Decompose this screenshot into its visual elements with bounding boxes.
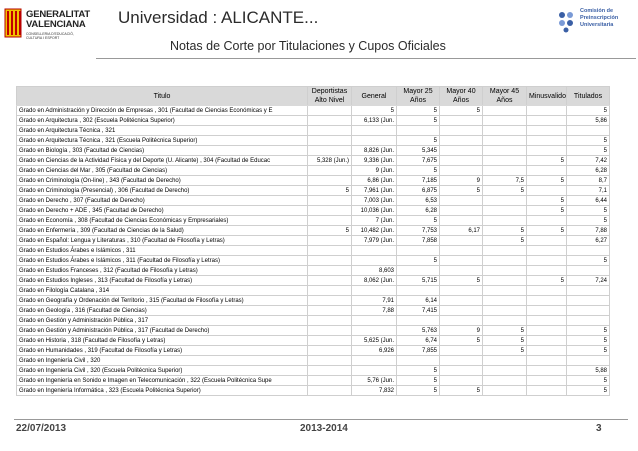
cell-mayor40 [440, 266, 483, 276]
cell-titulados [567, 126, 610, 136]
page-title: Universidad : ALICANTE... [118, 8, 319, 27]
cell-mayor25: 5 [397, 376, 440, 386]
cell-titulados: 5 [567, 336, 610, 346]
cell-mayor25: 5 [397, 166, 440, 176]
cell-titulados: 5 [567, 206, 610, 216]
cell-titulo: Grado en Derecho + ADE , 345 (Facultad de Derecho) [17, 206, 308, 216]
cell-general: 8,062 (Jun. [352, 276, 397, 286]
col-header-general: General [352, 87, 397, 106]
page-subtitle: Notas de Corte por Titulaciones y Cupos Oficiales [170, 39, 446, 53]
cell-deportistas [308, 356, 352, 366]
table-row [17, 286, 610, 296]
cell-mayor45: 5 [483, 336, 527, 346]
cell-minusvalido [527, 346, 567, 356]
cell-deportistas [308, 256, 352, 266]
cell-deportistas [308, 116, 352, 126]
cell-deportistas [308, 206, 352, 216]
cell-minusvalido [527, 286, 567, 296]
cell-general [352, 316, 397, 326]
cell-mayor25: 7,185 [397, 176, 440, 186]
cell-minusvalido [527, 336, 567, 346]
cell-titulados: 5 [567, 346, 610, 356]
cell-titulados: 5,86 [567, 116, 610, 126]
cell-general: 8,826 (Jun. [352, 146, 397, 156]
table-row [17, 156, 610, 166]
cell-mayor45 [483, 166, 527, 176]
cell-titulados: 5 [567, 256, 610, 266]
table-row [17, 246, 610, 256]
cell-deportistas [308, 386, 352, 396]
cell-mayor40 [440, 306, 483, 316]
cell-deportistas: 5,328 (Jun.) [308, 156, 352, 166]
table-row [17, 166, 610, 176]
cell-titulados: 5 [567, 216, 610, 226]
cell-mayor25: 5 [397, 136, 440, 146]
cell-mayor45 [483, 146, 527, 156]
table-row [17, 326, 610, 336]
cell-deportistas [308, 276, 352, 286]
cell-general: 6,133 (Jun. [352, 116, 397, 126]
table-row [17, 206, 610, 216]
cell-mayor40: 5 [440, 186, 483, 196]
cell-mayor40 [440, 246, 483, 256]
footer-date: 22/07/2013 [16, 423, 67, 434]
cell-general: 10,482 (Jun. [352, 226, 397, 236]
cell-deportistas [308, 176, 352, 186]
footer-page-number: 3 [596, 423, 602, 434]
cell-mayor45 [483, 246, 527, 256]
cell-mayor25: 5,345 [397, 146, 440, 156]
cell-minusvalido [527, 186, 567, 196]
cell-titulados: 6,44 [567, 196, 610, 206]
cell-general: 7,832 [352, 386, 397, 396]
cell-mayor45 [483, 376, 527, 386]
cell-titulo: Grado en Enfermería , 309 (Facultad de Ciencias de la Salud) [17, 226, 308, 236]
cell-deportistas [308, 246, 352, 256]
cell-mayor45 [483, 296, 527, 306]
table-body [17, 106, 610, 396]
cell-minusvalido [527, 296, 567, 306]
cell-mayor40 [440, 196, 483, 206]
cell-mayor40: 9 [440, 326, 483, 336]
cell-titulo: Grado en Estudios Árabes e Islámicos , 311 (Facultad de Filosofía y Letras) [17, 256, 308, 266]
cell-mayor40: 9 [440, 176, 483, 186]
cell-mayor45: 5 [483, 186, 527, 196]
footer-divider [14, 419, 628, 420]
cell-mayor40 [440, 156, 483, 166]
cell-minusvalido: 5 [527, 226, 567, 236]
cell-titulo: Grado en Administración y Dirección de Empresas , 301 (Facultad de Ciencias Económicas y E [17, 106, 308, 116]
table-row [17, 236, 610, 246]
cell-minusvalido [527, 136, 567, 146]
col-header-deportistas: Deportistas Alto Nivel [308, 87, 352, 106]
generalitat-name: GENERALITAT VALENCIANA [26, 9, 90, 30]
table-row [17, 336, 610, 346]
cell-titulados [567, 246, 610, 256]
cell-mayor25: 6,28 [397, 206, 440, 216]
cell-general: 6,926 [352, 346, 397, 356]
col-header-mayor45: Mayor 45 Años [483, 87, 527, 106]
table-row [17, 176, 610, 186]
table-row [17, 346, 610, 356]
cell-general: 5 [352, 106, 397, 116]
cell-mayor40 [440, 166, 483, 176]
cell-mayor25: 5 [397, 386, 440, 396]
cell-deportistas [308, 296, 352, 306]
cell-titulo: Grado en Ingeniería Informática , 323 (Escuela Politécnica Superior) [17, 386, 308, 396]
cell-minusvalido: 5 [527, 156, 567, 166]
cell-minusvalido [527, 246, 567, 256]
cell-titulados: 7,24 [567, 276, 610, 286]
cell-titulo: Grado en Historia , 318 (Facultad de Filosofía y Letras) [17, 336, 308, 346]
cell-mayor40: 5 [440, 276, 483, 286]
col-header-mayor25: Mayor 25 Años [397, 87, 440, 106]
cell-titulo: Grado en Humanidades , 319 (Facultad de Filosofía y Letras) [17, 346, 308, 356]
cell-mayor40 [440, 316, 483, 326]
cell-deportistas [308, 286, 352, 296]
cell-titulados [567, 356, 610, 366]
cell-mayor45: 5 [483, 326, 527, 336]
cell-mayor40 [440, 366, 483, 376]
cell-titulados [567, 296, 610, 306]
cell-deportistas [308, 136, 352, 146]
cell-titulo: Grado en Filología Catalana , 314 [17, 286, 308, 296]
cell-general [352, 126, 397, 136]
cell-mayor45 [483, 356, 527, 366]
cell-general: 10,036 (Jun. [352, 206, 397, 216]
cell-titulo: Grado en Geografía y Ordenación del Territorio , 315 (Facultad de Filosofía y Letras) [17, 296, 308, 306]
cell-general: 7,979 (Jun. [352, 236, 397, 246]
cell-mayor40 [440, 286, 483, 296]
cell-minusvalido [527, 316, 567, 326]
cell-minusvalido: 5 [527, 176, 567, 186]
cell-mayor25: 6,53 [397, 196, 440, 206]
cell-titulados: 5 [567, 136, 610, 146]
table-row [17, 126, 610, 136]
cell-minusvalido [527, 376, 567, 386]
cell-minusvalido [527, 236, 567, 246]
cell-mayor25 [397, 246, 440, 256]
cell-titulo: Grado en Arquitectura Técnica , 321 [17, 126, 308, 136]
cell-mayor45: 5 [483, 346, 527, 356]
cell-general [352, 256, 397, 266]
cell-titulados [567, 286, 610, 296]
cell-deportistas [308, 306, 352, 316]
cell-deportistas [308, 106, 352, 116]
cutoff-table [16, 86, 610, 396]
cell-titulo: Grado en Gestión y Administración Pública , 317 (Facultad de Derecho) [17, 326, 308, 336]
cell-titulo: Grado en Geología , 316 (Facultad de Ciencias) [17, 306, 308, 316]
cell-titulo: Grado en Arquitectura Técnica , 321 (Escuela Politécnica Superior) [17, 136, 308, 146]
cell-mayor25: 7,855 [397, 346, 440, 356]
cell-deportistas [308, 266, 352, 276]
cell-titulados: 7,88 [567, 226, 610, 236]
cell-mayor45: 5 [483, 226, 527, 236]
table-row [17, 376, 610, 386]
cell-mayor25: 5 [397, 256, 440, 266]
cell-mayor25 [397, 126, 440, 136]
cell-mayor45 [483, 306, 527, 316]
cell-mayor40 [440, 126, 483, 136]
table-row [17, 216, 610, 226]
cell-mayor45 [483, 206, 527, 216]
cell-minusvalido [527, 266, 567, 276]
cell-general: 9 (Jun. [352, 166, 397, 176]
table-row [17, 266, 610, 276]
cell-minusvalido [527, 166, 567, 176]
cell-deportistas [308, 376, 352, 386]
cell-deportistas [308, 326, 352, 336]
cell-mayor45: 5 [483, 236, 527, 246]
cell-mayor40 [440, 236, 483, 246]
cell-minusvalido [527, 306, 567, 316]
cell-titulados [567, 266, 610, 276]
cell-mayor40: 6,17 [440, 226, 483, 236]
comision-logo: Comisión de Preinscripción Universitaria [556, 5, 636, 45]
cell-mayor25: 5 [397, 106, 440, 116]
cell-titulados: 5,88 [567, 366, 610, 376]
col-header-titulo: Titulo [17, 87, 308, 106]
cell-titulados: 8,7 [567, 176, 610, 186]
cell-titulo: Grado en Ingeniería Civil , 320 (Escuela Politécnica Superior) [17, 366, 308, 376]
cell-general [352, 286, 397, 296]
cell-mayor25 [397, 286, 440, 296]
conselleria-name: CONSELLERIA D'EDUCACIÓ, CULTURA I ESPORT [26, 32, 74, 40]
cell-deportistas: 5 [308, 226, 352, 236]
table-row [17, 196, 610, 206]
cell-general [352, 326, 397, 336]
cell-general: 5,76 (Jun. [352, 376, 397, 386]
cell-general: 8,603 [352, 266, 397, 276]
cell-general [352, 366, 397, 376]
cell-mayor25: 6,875 [397, 186, 440, 196]
cell-minusvalido [527, 216, 567, 226]
cell-mayor40 [440, 376, 483, 386]
cell-deportistas [308, 196, 352, 206]
cell-titulo: Grado en Ciencias del Mar , 305 (Facultad de Ciencias) [17, 166, 308, 176]
col-header-titulados: Titulados [567, 87, 610, 106]
cell-deportistas [308, 336, 352, 346]
cell-titulados: 5 [567, 386, 610, 396]
cell-titulo: Grado en Estudios Ingleses , 313 (Facultad de Filosofía y Letras) [17, 276, 308, 286]
cell-general: 9,336 (Jun. [352, 156, 397, 166]
cell-titulo: Grado en Ingeniería en Sonido e Imagen en Telecomunicación , 322 (Escuela Politécnica Supe [17, 376, 308, 386]
footer-academic-year: 2013-2014 [300, 423, 348, 434]
cell-minusvalido: 5 [527, 206, 567, 216]
cell-titulo: Grado en Estudios Árabes e Islámicos , 311 [17, 246, 308, 256]
cell-mayor40 [440, 356, 483, 366]
cell-minusvalido [527, 366, 567, 376]
cell-mayor45 [483, 286, 527, 296]
col-header-minusvalido: Minusvalido [527, 87, 567, 106]
cell-general [352, 136, 397, 146]
table-header-row [17, 87, 610, 106]
cell-mayor25: 7,753 [397, 226, 440, 236]
cell-mayor45 [483, 266, 527, 276]
cell-general: 5,625 (Jun. [352, 336, 397, 346]
table-row [17, 276, 610, 286]
cell-minusvalido [527, 356, 567, 366]
cell-minusvalido [527, 146, 567, 156]
cell-mayor45 [483, 126, 527, 136]
cell-titulados: 5 [567, 376, 610, 386]
cell-minusvalido [527, 386, 567, 396]
header-divider [96, 58, 636, 59]
table-row [17, 296, 610, 306]
cell-general [352, 246, 397, 256]
cell-minusvalido: 5 [527, 276, 567, 286]
cell-titulo: Grado en Estudios Franceses , 312 (Facultad de Filosofía y Letras) [17, 266, 308, 276]
cell-minusvalido [527, 116, 567, 126]
cell-mayor45 [483, 256, 527, 266]
cell-mayor45 [483, 386, 527, 396]
table-row [17, 256, 610, 266]
cell-deportistas [308, 216, 352, 226]
cell-deportistas [308, 366, 352, 376]
cell-mayor45 [483, 136, 527, 146]
cell-mayor40 [440, 216, 483, 226]
cell-deportistas [308, 316, 352, 326]
cell-mayor25: 5 [397, 216, 440, 226]
comision-emblem-icon [556, 9, 576, 33]
cell-minusvalido [527, 256, 567, 266]
table-row [17, 306, 610, 316]
cell-minusvalido [527, 126, 567, 136]
cell-mayor45 [483, 196, 527, 206]
cell-mayor25: 7,675 [397, 156, 440, 166]
cell-titulo: Grado en Gestión y Administración Pública , 317 [17, 316, 308, 326]
cell-mayor45 [483, 276, 527, 286]
table-row [17, 386, 610, 396]
cell-titulo: Grado en Criminología (Presencial) , 306 (Facultad de Derecho) [17, 186, 308, 196]
cell-mayor45 [483, 156, 527, 166]
cell-titulo: Grado en Ingeniería Civil , 320 [17, 356, 308, 366]
cell-general: 7,91 [352, 296, 397, 306]
cell-titulo: Grado en Criminología (On-line) , 343 (Facultad de Derecho) [17, 176, 308, 186]
cell-general: 6,86 (Jun. [352, 176, 397, 186]
cell-titulados: 5 [567, 146, 610, 156]
cell-deportistas [308, 166, 352, 176]
cell-deportistas [308, 126, 352, 136]
cell-deportistas [308, 146, 352, 156]
cell-mayor40 [440, 296, 483, 306]
cell-general: 7,88 [352, 306, 397, 316]
table-row [17, 366, 610, 376]
cell-mayor40 [440, 146, 483, 156]
cell-mayor25 [397, 316, 440, 326]
cell-titulo: Grado en Ciencias de la Actividad Física y del Deporte (U. Alicante) , 304 (Facultad de Educac [17, 156, 308, 166]
cell-mayor25: 7,858 [397, 236, 440, 246]
cell-mayor25: 5,763 [397, 326, 440, 336]
cell-general: 7,961 (Jun. [352, 186, 397, 196]
cell-minusvalido [527, 326, 567, 336]
cell-mayor25 [397, 266, 440, 276]
cell-mayor25: 5 [397, 366, 440, 376]
cell-mayor40 [440, 206, 483, 216]
cell-general [352, 356, 397, 366]
table-row [17, 356, 610, 366]
cell-mayor40 [440, 346, 483, 356]
cell-mayor25 [397, 356, 440, 366]
cell-mayor25: 6,14 [397, 296, 440, 306]
cell-titulo: Grado en Derecho , 307 (Facultad de Derecho) [17, 196, 308, 206]
cell-titulados [567, 306, 610, 316]
cell-mayor45 [483, 106, 527, 116]
table-row [17, 186, 610, 196]
cell-mayor40: 5 [440, 106, 483, 116]
cell-mayor25: 5,715 [397, 276, 440, 286]
cell-titulados: 5 [567, 106, 610, 116]
coat-of-arms-icon [4, 8, 22, 38]
cell-minusvalido: 5 [527, 196, 567, 206]
cell-mayor25: 5 [397, 116, 440, 126]
cell-mayor40: 5 [440, 386, 483, 396]
table-row [17, 136, 610, 146]
generalitat-logo [4, 6, 96, 46]
cell-titulo: Grado en Español: Lengua y Literaturas , 310 (Facultad de Filosofía y Letras) [17, 236, 308, 246]
table-row [17, 146, 610, 156]
table-row [17, 106, 610, 116]
cell-general: 7,003 (Jun. [352, 196, 397, 206]
cell-titulo: Grado en Arquitectura , 302 (Escuela Politécnica Superior) [17, 116, 308, 126]
col-header-mayor40: Mayor 40 Años [440, 87, 483, 106]
cell-mayor40 [440, 136, 483, 146]
cell-titulados: 6,28 [567, 166, 610, 176]
cell-mayor40 [440, 256, 483, 266]
cell-mayor45 [483, 216, 527, 226]
table-row [17, 316, 610, 326]
cell-minusvalido [527, 106, 567, 116]
cell-titulo: Grado en Biología , 303 (Facultad de Ciencias) [17, 146, 308, 156]
cell-mayor45: 7,5 [483, 176, 527, 186]
cell-mayor40 [440, 116, 483, 126]
cell-mayor45 [483, 366, 527, 376]
cell-titulados [567, 316, 610, 326]
table-row [17, 116, 610, 126]
cell-mayor40: 5 [440, 336, 483, 346]
cell-deportistas: 5 [308, 186, 352, 196]
table-row [17, 226, 610, 236]
cell-titulados: 6,27 [567, 236, 610, 246]
cell-deportistas [308, 236, 352, 246]
cell-mayor45 [483, 316, 527, 326]
cell-titulados: 7,42 [567, 156, 610, 166]
cell-titulados: 7,1 [567, 186, 610, 196]
cell-deportistas [308, 346, 352, 356]
cell-titulados: 5 [567, 326, 610, 336]
cell-mayor25: 7,415 [397, 306, 440, 316]
cell-mayor45 [483, 116, 527, 126]
cell-general: 7 (Jun. [352, 216, 397, 226]
cell-titulo: Grado en Economía , 308 (Facultad de Ciencias Económicas y Empresariales) [17, 216, 308, 226]
cell-mayor25: 6,74 [397, 336, 440, 346]
